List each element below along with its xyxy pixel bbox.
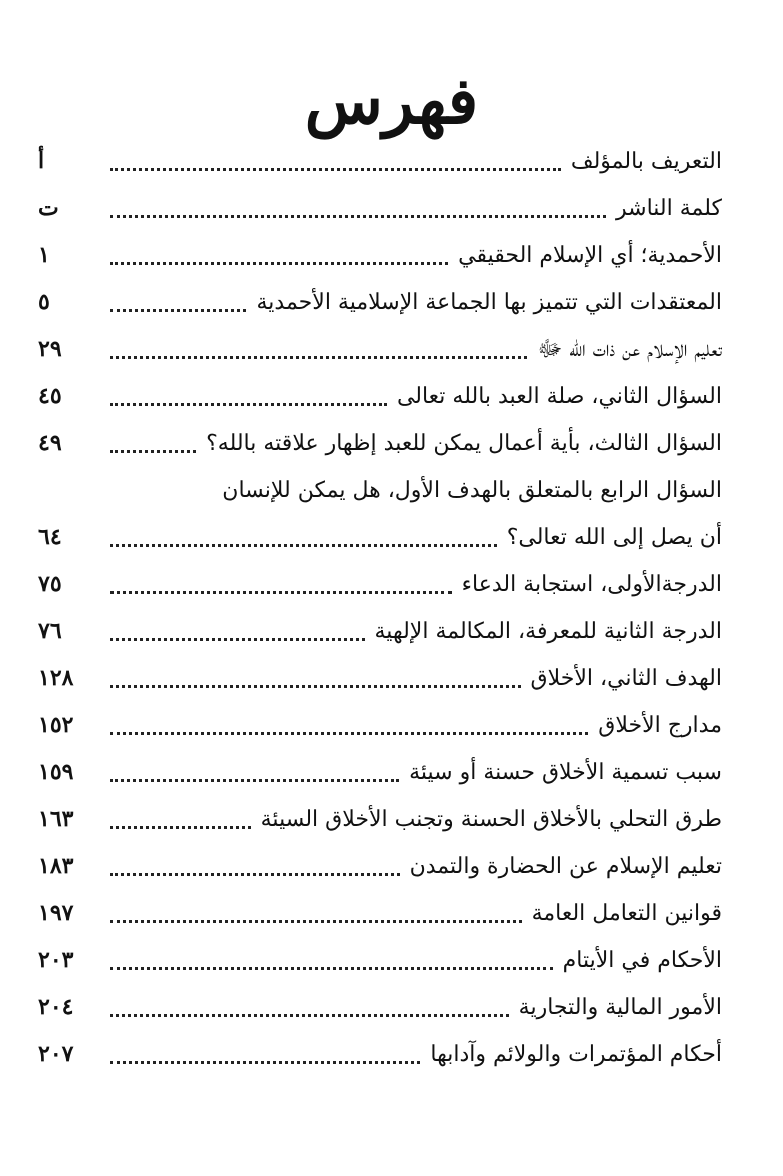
toc-entry: [38, 655, 722, 702]
toc-entry-title: كلمة الناشر: [616, 196, 722, 221]
toc-entry-title: الدرجةالأولى، استجابة الدعاء: [461, 572, 722, 597]
toc-entry: [38, 702, 722, 749]
toc-entry-title: تعليم الإسلام عن ذات الله ﷻ: [537, 337, 722, 362]
toc-entry: [38, 138, 722, 185]
toc-leader-dots: [110, 450, 196, 453]
toc-page-number: ٢٠٣: [38, 947, 74, 973]
toc-leader-dots: [110, 215, 606, 218]
toc-entry-title: تعليم الإسلام عن الحضارة والتمدن: [409, 854, 722, 879]
toc-page-number: ١٥٢: [38, 712, 74, 738]
toc-entry: [38, 890, 722, 937]
toc-entry: [38, 420, 722, 467]
toc-entry-title: طرق التحلي بالأخلاق الحسنة وتجنب الأخلاق السيئة: [260, 807, 722, 832]
toc-page-number: ١: [38, 242, 50, 268]
toc-leader-dots: [110, 1014, 509, 1017]
toc-entry-title: قوانين التعامل العامة: [531, 901, 722, 926]
toc-entry: [38, 326, 722, 373]
toc-leader-dots: [110, 638, 365, 641]
toc-entry-title: المعتقدات التي تتميز بها الجماعة الإسلامية الأحمدية: [256, 290, 722, 315]
toc-entry: [38, 514, 722, 561]
toc-leader-dots: [110, 826, 251, 829]
toc-leader-dots: [110, 1061, 420, 1064]
toc-leader-dots: [110, 309, 246, 312]
toc-page-number: ٦٤: [38, 524, 62, 550]
toc-leader-dots: [110, 403, 387, 406]
toc-entry: [38, 373, 722, 420]
toc-page-number: ١٦٣: [38, 806, 74, 832]
toc-page-number: ٢٠٧: [38, 1041, 74, 1067]
toc-entry-title: السؤال الرابع بالمتعلق بالهدف الأول، هل يمكن للإنسان: [222, 478, 722, 503]
toc-leader-dots: [110, 779, 399, 782]
toc-entry-title: أن يصل إلى الله تعالى؟: [506, 525, 722, 550]
page-title: فهرس: [304, 64, 479, 139]
toc-entry: [38, 749, 722, 796]
toc-page-number: ٧٦: [38, 618, 62, 644]
toc-entry: [38, 279, 722, 326]
toc-entry-title: التعريف بالمؤلف: [570, 149, 722, 174]
toc-entry-title: الأمور المالية والتجارية: [518, 995, 722, 1020]
toc-page-number: ٤٩: [38, 430, 62, 456]
toc-page-number: ٢٩: [38, 336, 62, 362]
toc-page-number: ٥: [38, 289, 50, 315]
toc-page-number: ١٨٣: [38, 853, 74, 879]
toc-entry: [38, 796, 722, 843]
toc-leader-dots: [110, 732, 588, 735]
toc-entry-title: مدارج الأخلاق: [598, 713, 722, 738]
toc-page-number: ١٩٧: [38, 900, 74, 926]
toc-entry-title: السؤال الثاني، صلة العبد بالله تعالى: [396, 384, 722, 409]
toc-entry-title: السؤال الثالث، بأية أعمال يمكن للعبد إظهار علاقته بالله؟: [206, 431, 722, 456]
toc-page-number: ٧٥: [38, 571, 62, 597]
toc-entry: [38, 1031, 722, 1078]
toc-entry-title: الأحمدية؛ أي الإسلام الحقيقي: [458, 243, 722, 268]
toc-page-number: ١٢٨: [38, 665, 74, 691]
toc-leader-dots: [110, 685, 521, 688]
toc-leader-dots: [110, 967, 553, 970]
toc-entry: [38, 937, 722, 984]
toc-page-number: ٢٠٤: [38, 994, 74, 1020]
toc-entry-title: سبب تسمية الأخلاق حسنة أو سيئة: [409, 760, 722, 785]
toc-page-number: ت: [38, 195, 59, 221]
toc-entry: [38, 608, 722, 655]
toc-leader-dots: [110, 168, 561, 171]
toc-leader-dots: [110, 920, 522, 923]
toc-leader-dots: [110, 262, 448, 265]
toc-leader-dots: [110, 591, 452, 594]
toc-entry: [38, 984, 722, 1031]
toc-entry-title: الأحكام في الأيتام: [562, 948, 722, 973]
toc-entry: [38, 843, 722, 890]
toc-page-number: ٤٥: [38, 383, 62, 409]
toc-page-number: ١٥٩: [38, 759, 74, 785]
toc-entry: [38, 561, 722, 608]
toc-entry-title: أحكام المؤتمرات والولائم وآدابها: [430, 1042, 722, 1067]
toc-entry: [38, 467, 722, 514]
toc-page-number: أ: [38, 148, 45, 174]
toc-entry: [38, 185, 722, 232]
toc-entry-title: الهدف الثاني، الأخلاق: [530, 666, 722, 691]
toc-entry-title: الدرجة الثانية للمعرفة، المكالمة الإلهية: [374, 619, 722, 644]
table-of-contents: [38, 138, 722, 1078]
toc-entry: [38, 232, 722, 279]
toc-leader-dots: [110, 544, 497, 547]
toc-leader-dots: [110, 873, 400, 876]
toc-leader-dots: [110, 356, 527, 359]
